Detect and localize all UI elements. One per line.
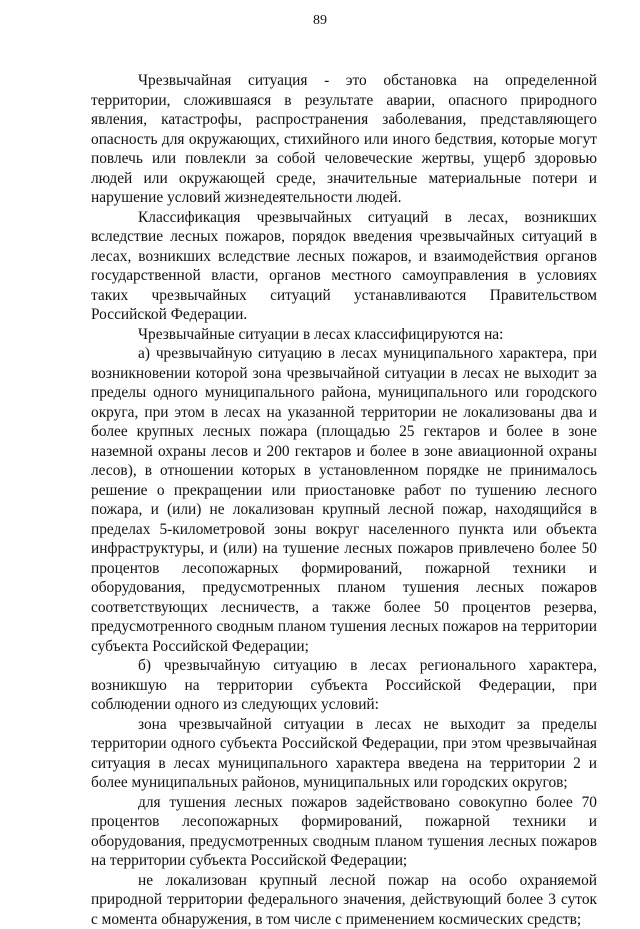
paragraph-classification-intro: Чрезвычайные ситуации в лесах классифицируются на: bbox=[91, 325, 597, 345]
paragraph-classification-procedure: Классификация чрезвычайных ситуаций в лесах, возникших вследствие лесных пожаров, порядок введения чрезвычайных ситуаций в лесах, возникших вследствие лесных пожаров, и взаимодействия органов государственной власти, органов местного самоуправления в условиях таких чрезвычайных ситуаций устанавливаются Правительством Российской Федерации. bbox=[91, 208, 597, 325]
paragraph-condition-3: не локализован крупный лесной пожар на особо охраняемой природной территории федерального значения, действующий более 3 суток с момента обнаружения, в том числе с применением космических средств; bbox=[91, 871, 597, 929]
document-body bbox=[91, 71, 597, 929]
paragraph-condition-1: зона чрезвычайной ситуации в лесах не выходит за пределы территории одного субъекта Российской Федерации, при этом чрезвычайная ситуация в лесах муниципального характера введена на территории 2 и более муниципальных районов, муниципальных или городских округов; bbox=[91, 715, 597, 793]
paragraph-definition: Чрезвычайная ситуация - это обстановка на определенной территории, сложившаяся в результате аварии, опасного природного явления, катастрофы, распространения заболевания, представляющего опасность для окружающих, стихийного или иного бедствия, которые могут повлечь или повлекли за собой человеческие жертвы, ущерб здоровью людей или окружающей среде, значительные материальные потери и нарушение условий жизнедеятельности людей. bbox=[91, 71, 597, 208]
paragraph-item-b: б) чрезвычайную ситуацию в лесах регионального характера, возникшую на территории субъекта Российской Федерации, при соблюдении одного из следующих условий: bbox=[91, 656, 597, 715]
paragraph-condition-2: для тушения лесных пожаров задействовано совокупно более 70 процентов лесопожарных формирований, пожарной техники и оборудования, предусмотренных сводным планом тушения лесных пожаров на территории субъекта Российской Федерации; bbox=[91, 793, 597, 871]
paragraph-item-a: а) чрезвычайную ситуацию в лесах муниципального характера, при возникновении которой зона чрезвычайной ситуации в лесах не выходит за пределы одного муниципального района, муниципального или городского округа, при этом в лесах на указанной территории не локализованы два и более крупных лесных пожара (площадью 25 гектаров и более в зоне наземной охраны лесов и 200 гектаров и более в зоне авиационной охраны лесов), в отношении которых в установленном порядке не принималось решение о прекращении или приостановке работ по тушению лесного пожара, и (или) не локализован крупный лесной пожар, находящийся в пределах 5-километровой зоны вокруг населенного пункта или объекта инфраструктуры, и (или) на тушение лесных пожаров привлечено более 50 процентов лесопожарных формирований, пожарной техники и оборудования, предусмотренных планом тушения лесных пожаров соответствующих лесничеств, а также более 50 процентов резерва, предусмотренного сводным планом тушения лесных пожаров на территории субъекта Российской Федерации; bbox=[91, 344, 597, 656]
page-number: 89 bbox=[0, 13, 640, 29]
